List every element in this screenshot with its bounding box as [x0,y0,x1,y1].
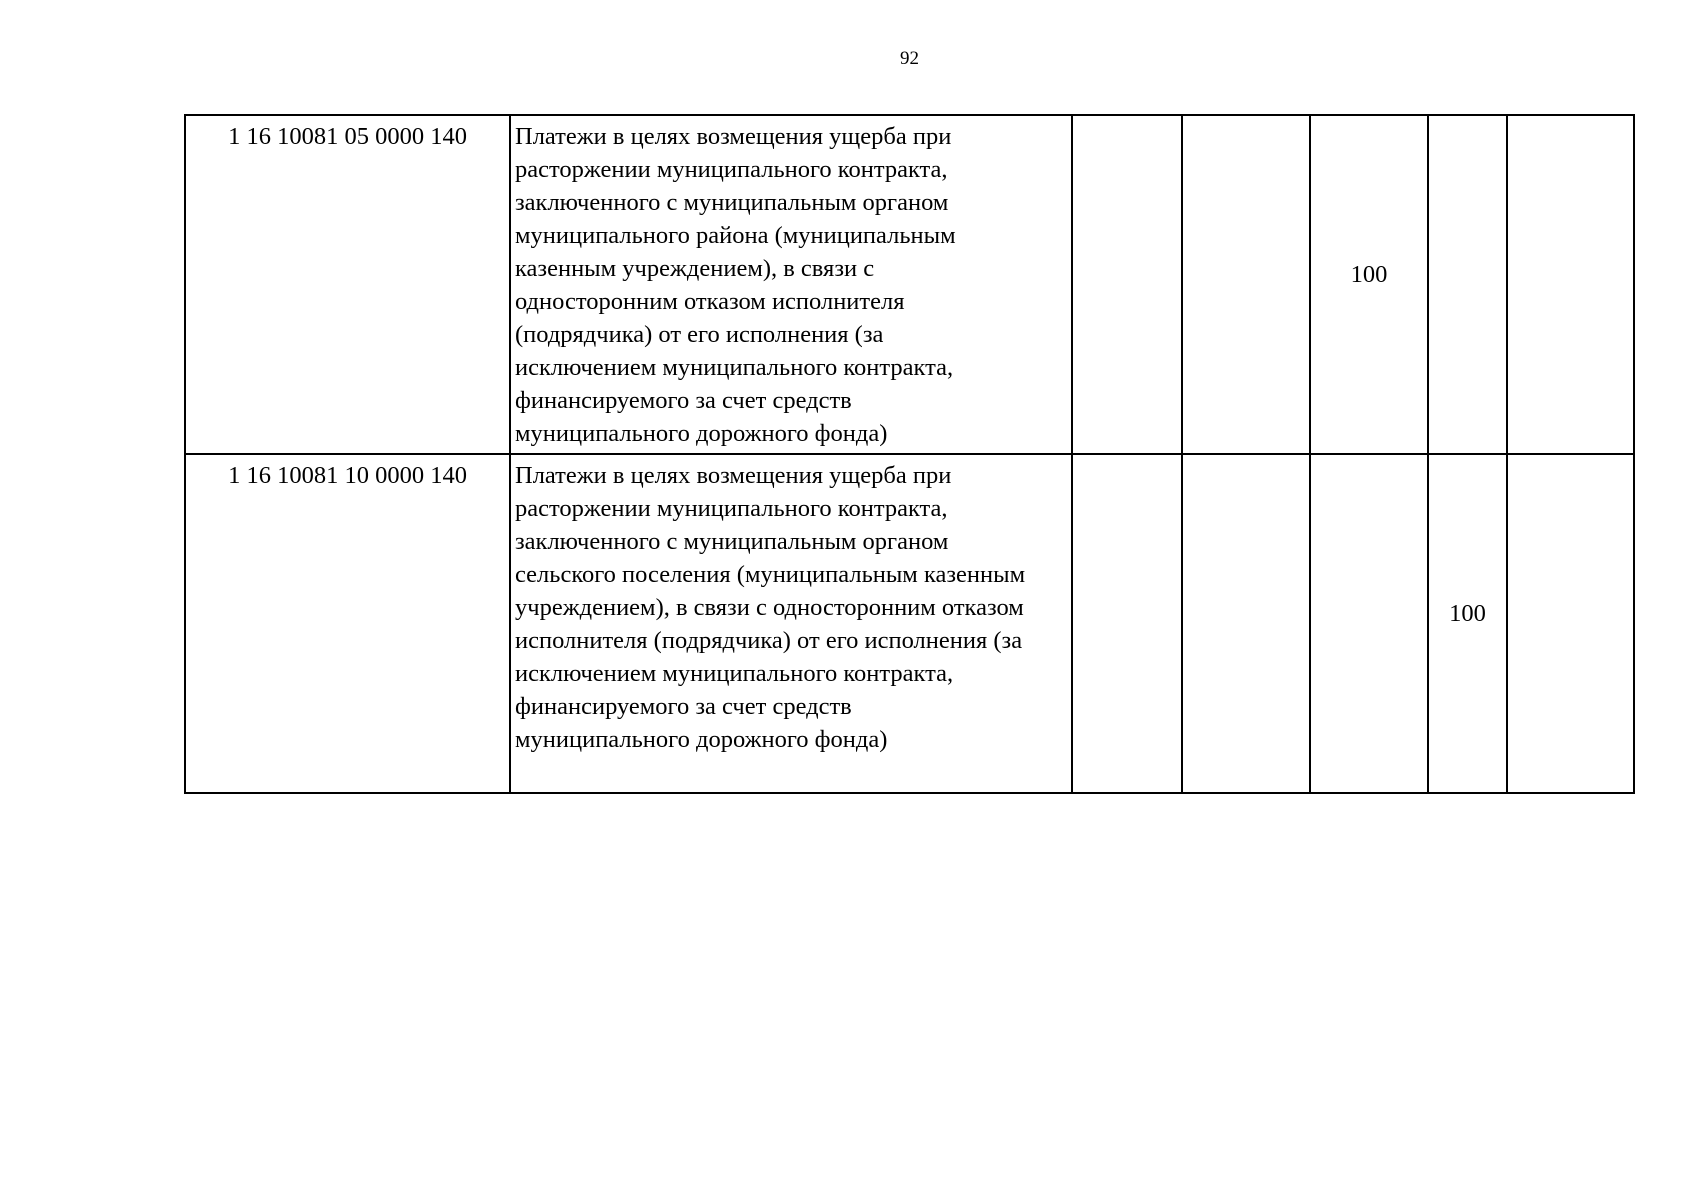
page-number: 92 [900,48,919,69]
description-line: исключением муниципального контракта, [515,660,954,687]
description-line: Платежи в целях возмещения ущерба при [515,462,952,489]
description-line: односторонним отказом исполнителя [515,288,905,315]
description-line: расторжении муниципального контракта, [515,156,948,183]
description-line: учреждением), в связи с односторонним отказом [515,594,1024,621]
description-line: муниципального дорожного фонда) [515,726,888,753]
table-row [185,454,1634,793]
value-cell [1507,115,1634,454]
description-line: заключенного с муниципальным органом [515,189,949,216]
description-line: финансируемого за счет средств [515,387,852,414]
description-line: Платежи в целях возмещения ущерба при [515,123,952,150]
description-line: (подрядчика) от его исполнения (за [515,321,884,348]
description-cell [510,454,1072,793]
value-cell [1072,454,1182,793]
description-line: заключенного с муниципальным органом [515,528,949,555]
description-line: сельского поселения (муниципальным казенным [515,561,1026,588]
description-line: финансируемого за счет средств [515,693,852,720]
value-cell [1428,115,1507,454]
budget-code-cell: 1 16 10081 10 0000 140 [185,454,510,793]
description-line: казенным учреждением), в связи с [515,255,875,282]
value-cell: 100 [1310,115,1428,454]
budget-code-cell: 1 16 10081 05 0000 140 [185,115,510,454]
description-line: исключением муниципального контракта, [515,354,954,381]
value-cell [1507,454,1634,793]
description-line: муниципального дорожного фонда) [515,420,888,447]
value-cell: 100 [1428,454,1507,793]
description-cell [510,115,1072,454]
value-cell [1072,115,1182,454]
description-line: исполнителя (подрядчика) от его исполнения (за [515,627,1023,654]
description-line: муниципального района (муниципальным [515,222,956,249]
value-cell [1182,115,1310,454]
description-line: расторжении муниципального контракта, [515,495,948,522]
budget-codes-table [184,114,1635,794]
value-cell [1310,454,1428,793]
table-row [185,115,1634,454]
value-cell [1182,454,1310,793]
